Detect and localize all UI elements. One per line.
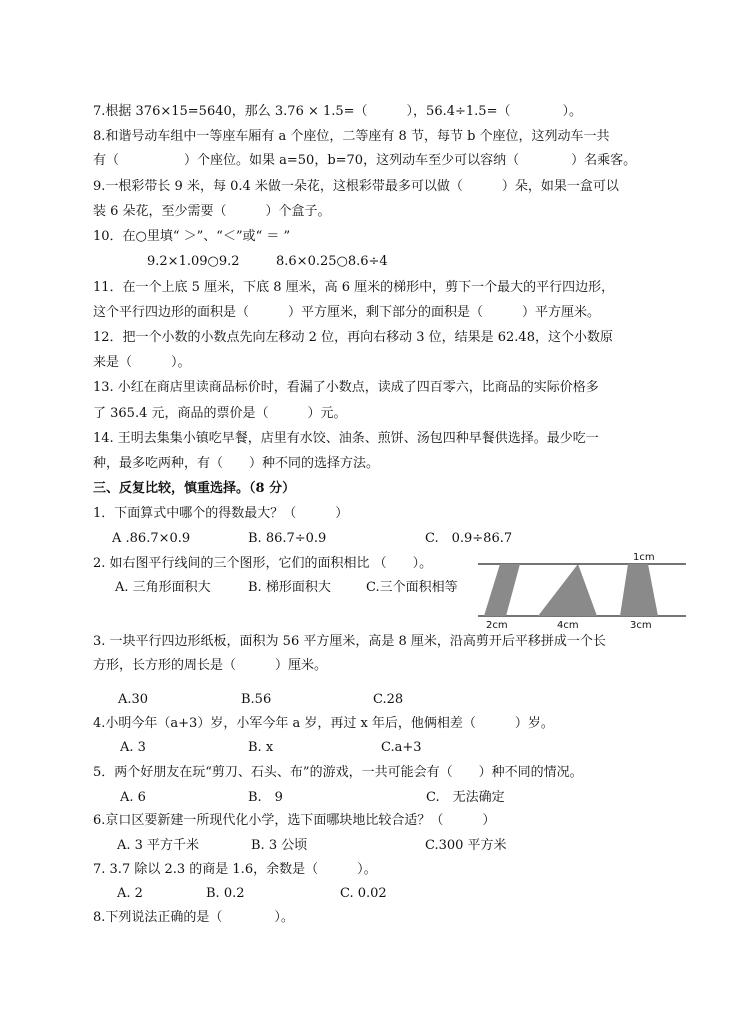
choice-2-option-b: B. 梯形面积大 <box>248 580 331 595</box>
choice-5: 5．两个好朋友在玩“剪刀、石头、布”的游戏，一共可能会有（ ）种不同的情况。 <box>93 765 583 780</box>
label-3cm: 3cm <box>630 620 652 631</box>
choice-7-option-c: C. 0.02 <box>340 886 387 901</box>
question-11-line2: 这个平行四边形的面积是（ ）平方厘米，剩下部分的面积是（ ）平方厘米。 <box>93 305 601 320</box>
choice-1-option-c: C. 0.9÷86.7 <box>425 531 513 546</box>
question-9-line1: 9.一根彩带长 9 米，每 0.4 米做一朵花，这根彩带最多可以做（ ）朵，如果一盒可以 <box>93 179 619 194</box>
choice-8: 8.下列说法正确的是（ ）。 <box>93 910 294 925</box>
choice-3-line2: 方形，长方形的周长是（ ）厘米。 <box>93 658 328 673</box>
choice-2-option-a: A. 三角形面积大 <box>115 580 211 595</box>
choice-5-option-c: C. 无法确定 <box>426 790 505 805</box>
question-8-line1: 8.和谐号动车组中一等座车厢有 a 个座位，二等座有 8 节，每节 b 个座位，这列动车一共 <box>93 129 610 144</box>
choice-4-option-a: A. 3 <box>120 740 146 755</box>
choice-6: 6.京口区要新建一所现代化小学，选下面哪块地比较合适？（ ） <box>93 813 496 828</box>
choice-6-option-c: C.300 平方米 <box>425 838 507 853</box>
choice-4-option-b: B. x <box>248 740 274 755</box>
label-4cm: 4cm <box>557 620 579 631</box>
choice-5-option-b: B. 9 <box>248 790 283 805</box>
choice-7-option-b: B. 0.2 <box>206 886 245 901</box>
label-2cm: 2cm <box>486 620 508 631</box>
choice-6-option-a: A. 3 平方千米 <box>117 838 200 853</box>
choice-4: 4.小明今年（a+3）岁，小军今年 a 岁，再过 x 年后，他俩相差（ ）岁。 <box>93 716 554 731</box>
question-11-line1: 11．在一个上底 5 厘米，下底 8 厘米，高 6 厘米的梯形中，剪下一个最大的平行四边形， <box>93 280 615 295</box>
question-12-line1: 12．把一个小数的小数点先向左移动 2 位，再向右移动 3 位，结果是 62.48，这个小数原 <box>93 330 613 345</box>
question-14-line2: 种，最多吃两种，有（ ）种不同的选择方法。 <box>93 456 380 471</box>
compare-2: 8.6×0.25○8.6÷4 <box>276 254 388 269</box>
question-14-line1: 14. 王明去集集小镇吃早餐，店里有水饺、油条、煎饼、汤包四种早餐供选择。最少吃一 <box>93 431 599 446</box>
choice-3-option-a: A.30 <box>118 692 149 707</box>
compare-1: 9.2×1.09○9.2 <box>147 254 240 269</box>
choice-1: 1．下面算式中哪个的得数最大？（ ） <box>93 506 349 521</box>
choice-3-option-b: B.56 <box>241 692 272 707</box>
choice-7: 7. 3.7 除以 2.3 的商是 1.6，余数是（ ）。 <box>93 862 377 877</box>
question-10: 10．在○里填“ ＞”、“＜”或“ ＝ ” <box>93 229 291 244</box>
choice-2: 2. 如右图平行线间的三个图形，它们的面积相比 （ ）。 <box>93 556 433 571</box>
section-3-heading: 三、反复比较，慎重选择。（8 分） <box>93 481 296 496</box>
choice-5-option-a: A. 6 <box>120 790 146 805</box>
question-13-line1: 13. 小红在商店里读商品标价时，看漏了小数点，读成了四百零六，比商品的实际价格多 <box>93 380 599 395</box>
choice-7-option-a: A. 2 <box>117 886 143 901</box>
choice-6-option-b: B. 3 公顷 <box>251 838 308 853</box>
question-12-line2: 来是（ ）。 <box>93 355 191 370</box>
choice-1-option-a: A .86.7×0.9 <box>112 531 191 546</box>
choice-1-option-b: B. 86.7÷0.9 <box>248 531 327 546</box>
choice-3-option-c: C.28 <box>373 692 404 707</box>
question-8-line2: 有（ ）个座位。如果 a=50，b=70，这列动车至少可以容纳（ ）名乘客。 <box>93 153 637 168</box>
label-top-1cm: 1cm <box>633 552 655 563</box>
triangle-shape <box>538 564 597 616</box>
choice-2-option-c: C.三个面积相等 <box>366 580 458 595</box>
question-13-line2: 了 365.4 元，商品的票价是（ ）元。 <box>93 406 347 421</box>
question-9-line2: 装 6 朵花，至少需要（ ）个盒子。 <box>93 204 331 219</box>
choice-3-line1: 3. 一块平行四边形纸板，面积为 56 平方厘米，高是 8 厘米，沿高剪开后平移拼成一个长 <box>93 634 606 649</box>
parallel-lines-figure <box>470 548 690 632</box>
trapezoid-shape <box>620 564 658 616</box>
choice-4-option-c: C.a+3 <box>381 740 422 755</box>
parallelogram-shape <box>484 564 520 616</box>
question-7: 7.根据 376×15=5640，那么 3.76 × 1.5=（ ），56.4÷1.5=（ ）。 <box>93 104 582 119</box>
